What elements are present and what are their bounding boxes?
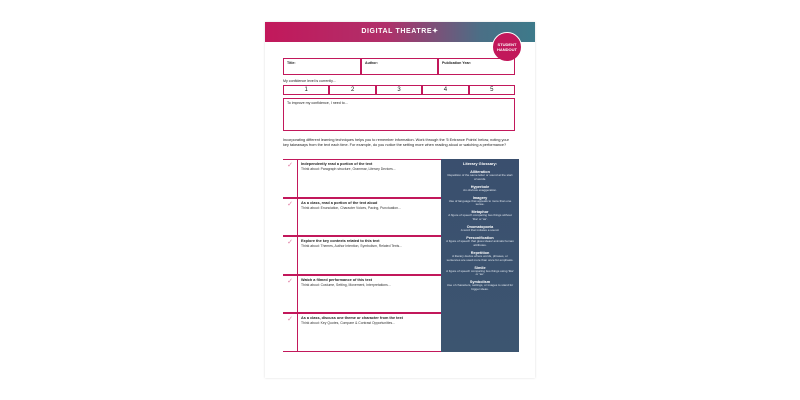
scale-option-4[interactable]: 4 (422, 85, 468, 95)
glossary-term: Simile (474, 265, 486, 270)
glossary-term: Imagery (472, 195, 488, 200)
book-info-row (283, 58, 515, 75)
task-think: Think about: Themes, Author Intention, Symbolism, Related Texts... (301, 244, 403, 248)
glossary-term: Repetition (470, 250, 490, 255)
task-title: Explore the key contexts related to this text (301, 239, 380, 243)
task-title: Watch a filmed performance of this text (301, 277, 372, 282)
scale-option-5[interactable]: 5 (469, 85, 515, 95)
task-row (283, 313, 441, 352)
intro-text: Incorporating different learning techniques helps you to remember information. Work through the '5 Entrance Points' below, noting your key takeaways from the text each time. For example, do you notice the setting more when reading aloud or watching a performance? (283, 138, 509, 147)
glossary-heading: Literary Glossary: (462, 161, 498, 166)
glossary-definition: A word that imitates a sound. (460, 228, 500, 233)
check-icon[interactable]: ✓ (283, 314, 298, 351)
glossary-definition: Use of language that appeals to more than one sense. (448, 198, 512, 207)
glossary-definition: Use of characters, settings, or images to stand for bigger ideas. (446, 283, 514, 291)
glossary-definition: A literary device where words, phrases, or sentences are used more than once for emphasis. (446, 253, 514, 262)
confidence-label: My confidence level is currently... (283, 79, 336, 83)
check-icon[interactable]: ✓ (283, 199, 298, 236)
glossary-definition: An obvious exaggeration. (463, 187, 497, 192)
badge-line-2: HANDOUT (497, 47, 517, 52)
task-think: Think about: Enunciation, Character Voices, Pacing, Punctuation... (301, 205, 401, 210)
task-row (283, 159, 441, 198)
confidence-scale (283, 85, 515, 95)
glossary-term: Symbolism (469, 280, 491, 285)
scale-option-1[interactable]: 1 (283, 85, 329, 95)
task-title: As a class, read a portion of the text aloud (301, 200, 378, 205)
year-field[interactable]: Publication Year: (438, 58, 515, 75)
glossary-term: Personification (466, 236, 494, 241)
banner-title: DIGITAL THEATRE✦ (361, 28, 439, 35)
check-icon[interactable]: ✓ (283, 237, 298, 274)
task-title: Independently read a portion of the text (301, 162, 373, 166)
glossary-definition: A figure of speech that gives ideas/ animals human attributes. (446, 239, 514, 247)
glossary-term: Alliteration (470, 170, 490, 174)
task-row (283, 275, 441, 314)
scale-option-2[interactable]: 2 (329, 85, 375, 95)
check-icon[interactable]: ✓ (283, 276, 298, 313)
glossary-definition: A figure of speech comparing two things using 'like' or 'as'. (446, 268, 514, 277)
glossary-term: Onomatopoeia (466, 225, 494, 230)
task-row (283, 198, 441, 237)
task-think: Think about: Costume, Setting, Movement, Interpretations... (301, 282, 391, 287)
task-title: As a class, discuss one theme or character from the text (301, 316, 403, 320)
scale-option-3[interactable]: 3 (376, 85, 422, 95)
literary-glossary-panel (441, 159, 519, 352)
task-row (283, 236, 441, 275)
glossary-definition: A figure of speech comparing two things without 'like' or 'as'. (448, 213, 512, 222)
glossary-term: Hyperbole (470, 184, 490, 189)
task-think: Think about: Key Quotes, Compare & Contrast Opportunities... (301, 321, 396, 325)
student-handout-page (265, 22, 535, 378)
glossary-definition: Repetition of the same letter or sound at the start of words. (447, 173, 513, 181)
improve-field[interactable]: To improve my confidence, I need to... (283, 98, 515, 131)
glossary-term: Metaphor (471, 210, 489, 215)
title-field[interactable]: Title: (283, 58, 361, 75)
check-icon[interactable]: ✓ (283, 160, 298, 197)
author-field[interactable]: Author: (361, 58, 438, 75)
task-think: Think about: Paragraph structure, Grammar, Literary Devices... (301, 167, 396, 171)
entrance-points-list (283, 159, 441, 352)
badge-line-1: STUDENT (497, 42, 517, 47)
